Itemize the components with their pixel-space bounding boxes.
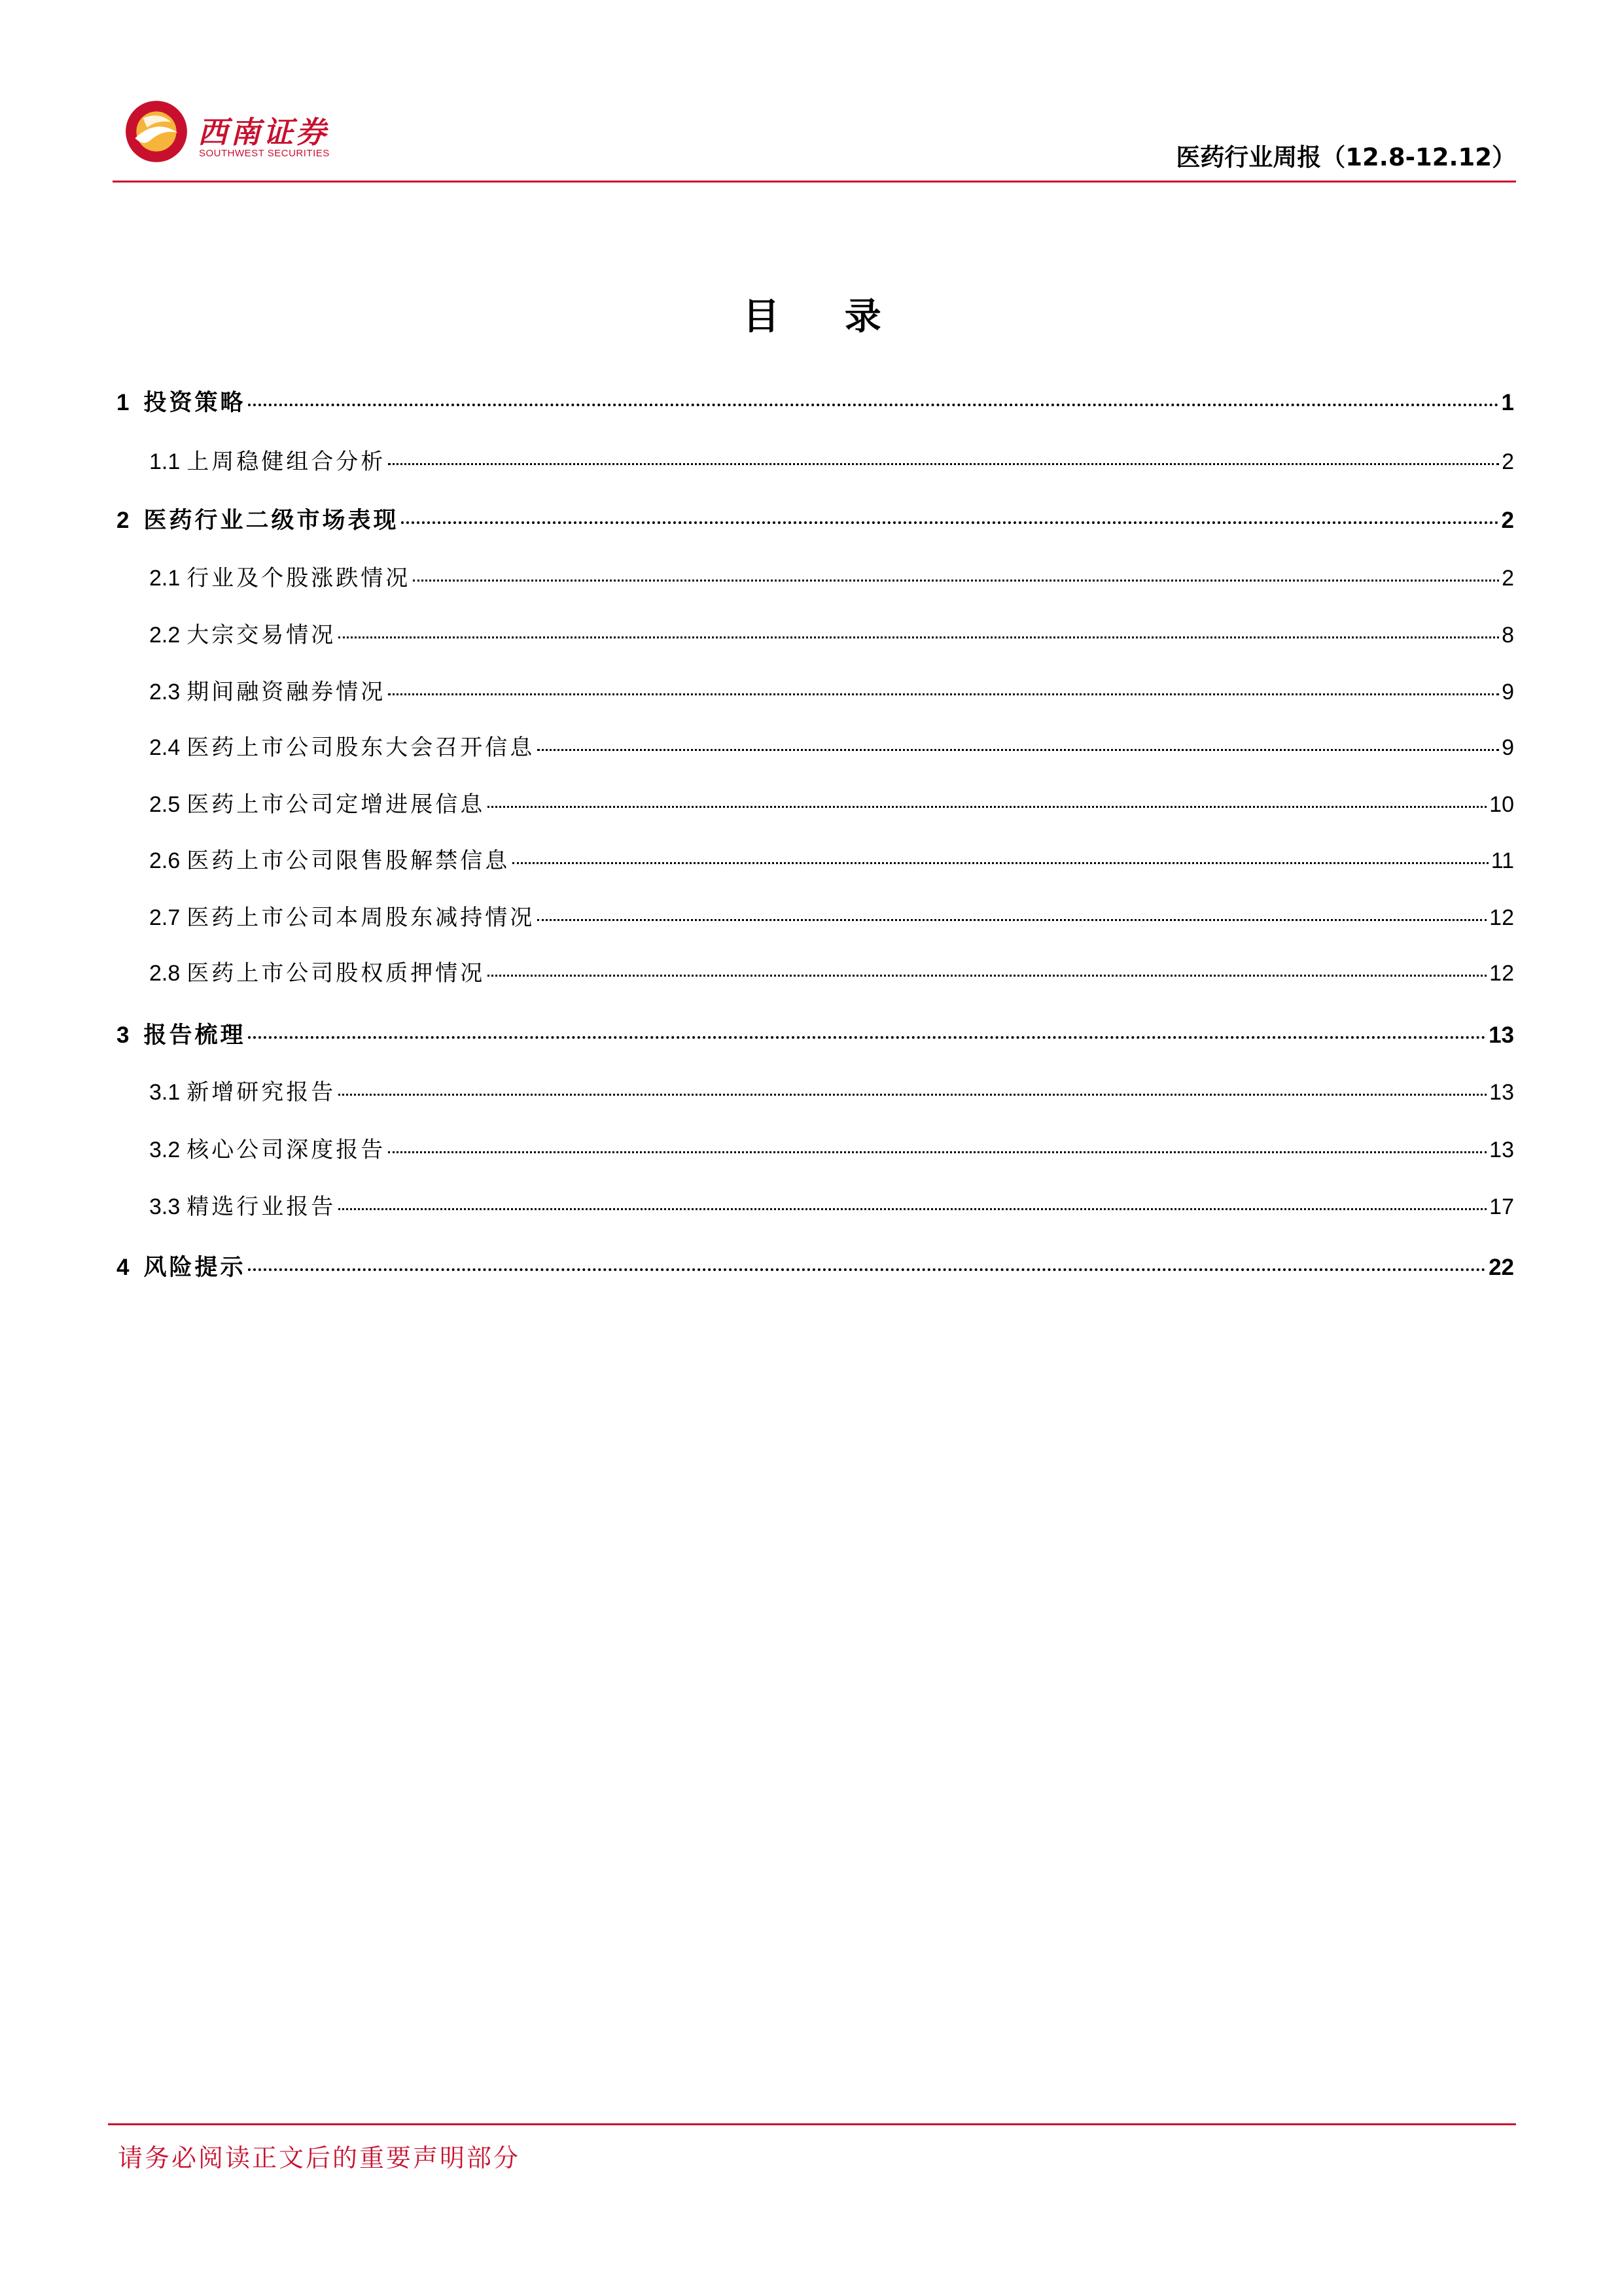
toc-entry-title: 医药上市公司定增进展信息 [186,791,485,818]
toc-entry-title: 行业及个股涨跌情况 [186,565,411,591]
toc-entry-title: 医药上市公司股权质押情况 [186,960,485,986]
toc-entry-page: 13 [1489,1080,1514,1105]
toc-entry-number: 2.5 [149,792,181,817]
toc-entry-4[interactable] [116,1249,1514,1282]
toc-entry-page: 9 [1502,680,1514,704]
logo-chinese-name: 西南证券 [198,114,328,150]
toc-entry-2[interactable] [116,502,1514,535]
footer-disclaimer-note: 请务必阅读正文后的重要声明部分 [118,2144,521,2172]
toc-entry-2-8[interactable] [149,955,1514,987]
toc-entry-number: 2.3 [149,680,181,704]
toc-entry-title: 风险提示 [143,1255,246,1281]
toc-entry-title: 医药上市公司股东大会召开信息 [186,735,535,761]
logo-english-name: SOUTHWEST SECURITIES [199,148,330,159]
toc-entry-title: 大宗交易情况 [186,622,336,648]
toc-entry-title: 报告梳理 [143,1022,246,1049]
toc-entry-page: 13 [1489,1022,1514,1048]
toc-dot-leader [512,862,1488,864]
toc-entry-title: 核心公司深度报告 [186,1137,386,1163]
toc-entry-page: 2 [1502,566,1514,591]
toc-entry-number: 2 [116,508,130,533]
toc-entry-number: 3.1 [149,1080,181,1105]
header-divider [113,181,1516,183]
toc-entry-2-6[interactable] [149,843,1514,875]
toc-entry-page: 13 [1489,1138,1514,1162]
toc-entry-page: 17 [1489,1194,1514,1219]
toc-heading: 目 录 [743,295,908,338]
toc-dot-leader [537,919,1487,921]
toc-entry-2-7[interactable] [149,899,1514,931]
toc-entry-title: 医药行业二级市场表现 [143,508,399,534]
toc-entry-title: 精选行业报告 [186,1194,336,1220]
toc-dot-leader [388,1151,1487,1153]
toc-entry-3-2[interactable] [149,1132,1514,1164]
toc-entry-2-2[interactable] [149,617,1514,649]
toc-dot-leader [388,693,1499,695]
toc-dot-leader [413,580,1499,582]
toc-entry-number: 3.3 [149,1194,181,1219]
toc-entry-2-1[interactable] [149,560,1514,592]
toc-entry-page: 12 [1489,961,1514,986]
toc-entry-title: 医药上市公司限售股解禁信息 [186,848,510,874]
toc-dot-leader [248,404,1498,406]
company-logo [123,98,339,170]
toc-dot-leader [338,1094,1487,1096]
toc-dot-leader [537,749,1499,751]
toc-entry-page: 10 [1489,792,1514,817]
toc-entry-title: 投资策略 [143,390,246,416]
toc-dot-leader [487,806,1487,808]
toc-dot-leader [248,1268,1486,1271]
toc-entry-number: 3.2 [149,1138,181,1162]
toc-entry-2-5[interactable] [149,786,1514,818]
toc-entry-number: 2.4 [149,735,181,760]
toc-entry-title: 上周稳健组合分析 [186,449,386,475]
toc-entry-page: 2 [1502,449,1514,474]
toc-entry-page: 9 [1502,735,1514,760]
toc-entry-title: 医药上市公司本周股东减持情况 [186,905,535,931]
toc-entry-1[interactable] [116,385,1514,417]
toc-entry-2-3[interactable] [149,674,1514,706]
toc-dot-leader [401,521,1498,524]
toc-entry-3-3[interactable] [149,1189,1514,1221]
toc-entry-number: 3 [116,1022,130,1048]
toc-entry-3-1[interactable] [149,1074,1514,1106]
toc-dot-leader [338,1208,1487,1210]
toc-entry-number: 2.7 [149,905,181,930]
toc-entry-page: 2 [1501,508,1514,533]
toc-entry-number: 2.1 [149,566,181,591]
toc-entry-number: 2.8 [149,961,181,986]
toc-entry-page: 11 [1491,848,1514,873]
toc-dot-leader [248,1036,1486,1039]
toc-entry-title: 新增研究报告 [186,1079,336,1105]
toc-entry-page: 22 [1489,1255,1514,1280]
toc-entry-number: 4 [116,1255,130,1280]
toc-entry-title: 期间融资融券情况 [186,679,386,705]
toc-entry-number: 1 [116,390,130,415]
toc-entry-number: 2.2 [149,623,181,648]
toc-entry-1-1[interactable] [149,444,1514,476]
logo-emblem-icon [123,98,190,165]
toc-dot-leader [338,636,1499,638]
toc-entry-number: 2.6 [149,848,181,873]
toc-entry-2-4[interactable] [149,729,1514,761]
footer-divider [108,2123,1516,2125]
toc-entry-page: 1 [1501,390,1514,415]
toc-dot-leader [388,463,1499,465]
toc-entry-page: 12 [1489,905,1514,930]
toc-entry-number: 1.1 [149,449,181,474]
toc-dot-leader [487,975,1487,977]
toc-entry-page: 8 [1502,623,1514,648]
toc-entry-3[interactable] [116,1017,1514,1050]
report-title: 医药行业周报（12.8-12.12） [1176,143,1516,171]
